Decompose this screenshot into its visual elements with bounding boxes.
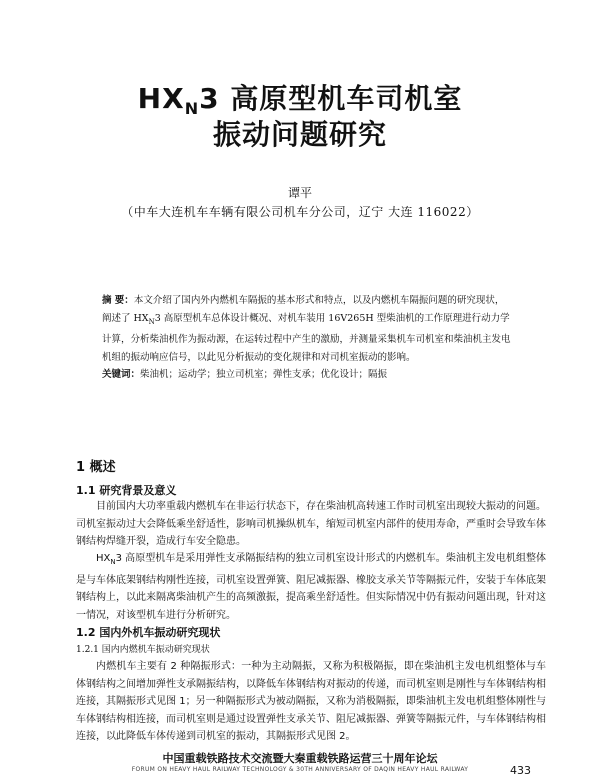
abstract-text-a: 本文介绍了国内外内燃机车隔振的基本形式和特点，以及内燃机车隔振问题的研究现状，阐述了 HX [102, 295, 505, 324]
abstract-label: 摘 要： [102, 295, 134, 306]
title-prefix: HX [137, 82, 185, 115]
section-1-heading: 1 概述 [76, 460, 116, 475]
abstract-text-b: 3 高原型机车总体设计概况、对机车装用 16V265H 型柴油机的工作原理进行动力学计算，分析柴油机作为振动源，在运转过程中产生的激励，并测量采集机车司机室和柴油机主发电机组的振动响应信号，以此见分析振动的变化规律和对司机室振动的影响。 [102, 313, 511, 363]
title-rest: 3 高原型机车司机室 [199, 82, 463, 115]
paper-title-line-2: 振动问题研究 [212, 118, 387, 151]
keywords-label: 关键词： [102, 369, 141, 380]
footer-english: FORUM ON HEAVY HAUL RAILWAY TECHNOLOGY & 30TH ANNIVERSARY OF DAQIN HEAVY HAUL RAILWAY [131, 766, 469, 773]
keywords-text: 柴油机；运动学；独立司机室；弹性支承；优化设计；隔振 [140, 369, 388, 380]
abstract-subscript: N [148, 318, 155, 326]
footer-title: 中国重载铁路技术交流暨大秦重载铁路运营三十周年论坛 [162, 752, 438, 765]
p2-subscript: N [110, 558, 116, 566]
title-subscript: N [184, 99, 200, 118]
section-1-2-1-paragraph: 内燃机车主要有 2 种隔振形式：一种为主动隔振，又称为积极隔振，即在柴油机主发电机组整体与车体钢结构之间增加弹性支承隔振结构，以降低车体钢结构对振动的传递，而司机室则是刚性与车体钢结构相连接，其隔振形式见图 1；另一种隔振形式为被动隔振，又称为消极隔振，即柴油机主发电机组整体刚性与车体钢结构相连接，而司机室则是通过设置弹性支承关节、阻尼减振器、弹簧等隔振元件，与车体钢结构相连接，以此降低车体传递到司机室的振动，其隔振形式见图 2。 [76, 661, 546, 742]
keywords [102, 367, 512, 383]
affiliation: （中车大连机车车辆有限公司机车分公司，辽宁 大连 116022） [121, 205, 479, 219]
author: 谭平 [287, 186, 312, 200]
section-1-1-paragraph-1: 目前国内大功率重载内燃机车在非运行状态下，存在柴油机高转速工作时司机室出现较大振动的问题。司机室振动过大会降低乘坐舒适性，影响司机操纵机车，缩短司机室内部件的使用寿命，严重时会导致车体钢结构焊缝开裂，造成行车安全隐患。 [76, 501, 546, 547]
page-number: 433 [510, 764, 531, 777]
section-1-2-heading: 1.2 国内外机车振动研究现状 [76, 626, 221, 639]
section-1-2-1-heading: 1.2.1 国内内燃机车振动研究现状 [76, 645, 210, 655]
p2-rest: 3 高原型机车是采用弹性支承隔振结构的独立司机室设计形式的内燃机车。柴油机主发电机组整体是与车体底架钢结构刚性连接，司机室设置弹簧、阻尼减振器、橡胶支承关节等隔振元件，安装于车体底架钢结构上，以此来隔离柴油机产生的高频激振，提高乘坐舒适性。但实际情况中仍有振动问题出现，针对这一情况，对该型机车进行分析研究。 [76, 553, 546, 621]
section-1-1-heading: 1.1 研究背景及意义 [76, 484, 177, 497]
abstract [102, 292, 512, 367]
section-1-1-paragraph-2 [76, 550, 546, 624]
p2-prefix: HX [96, 553, 111, 564]
